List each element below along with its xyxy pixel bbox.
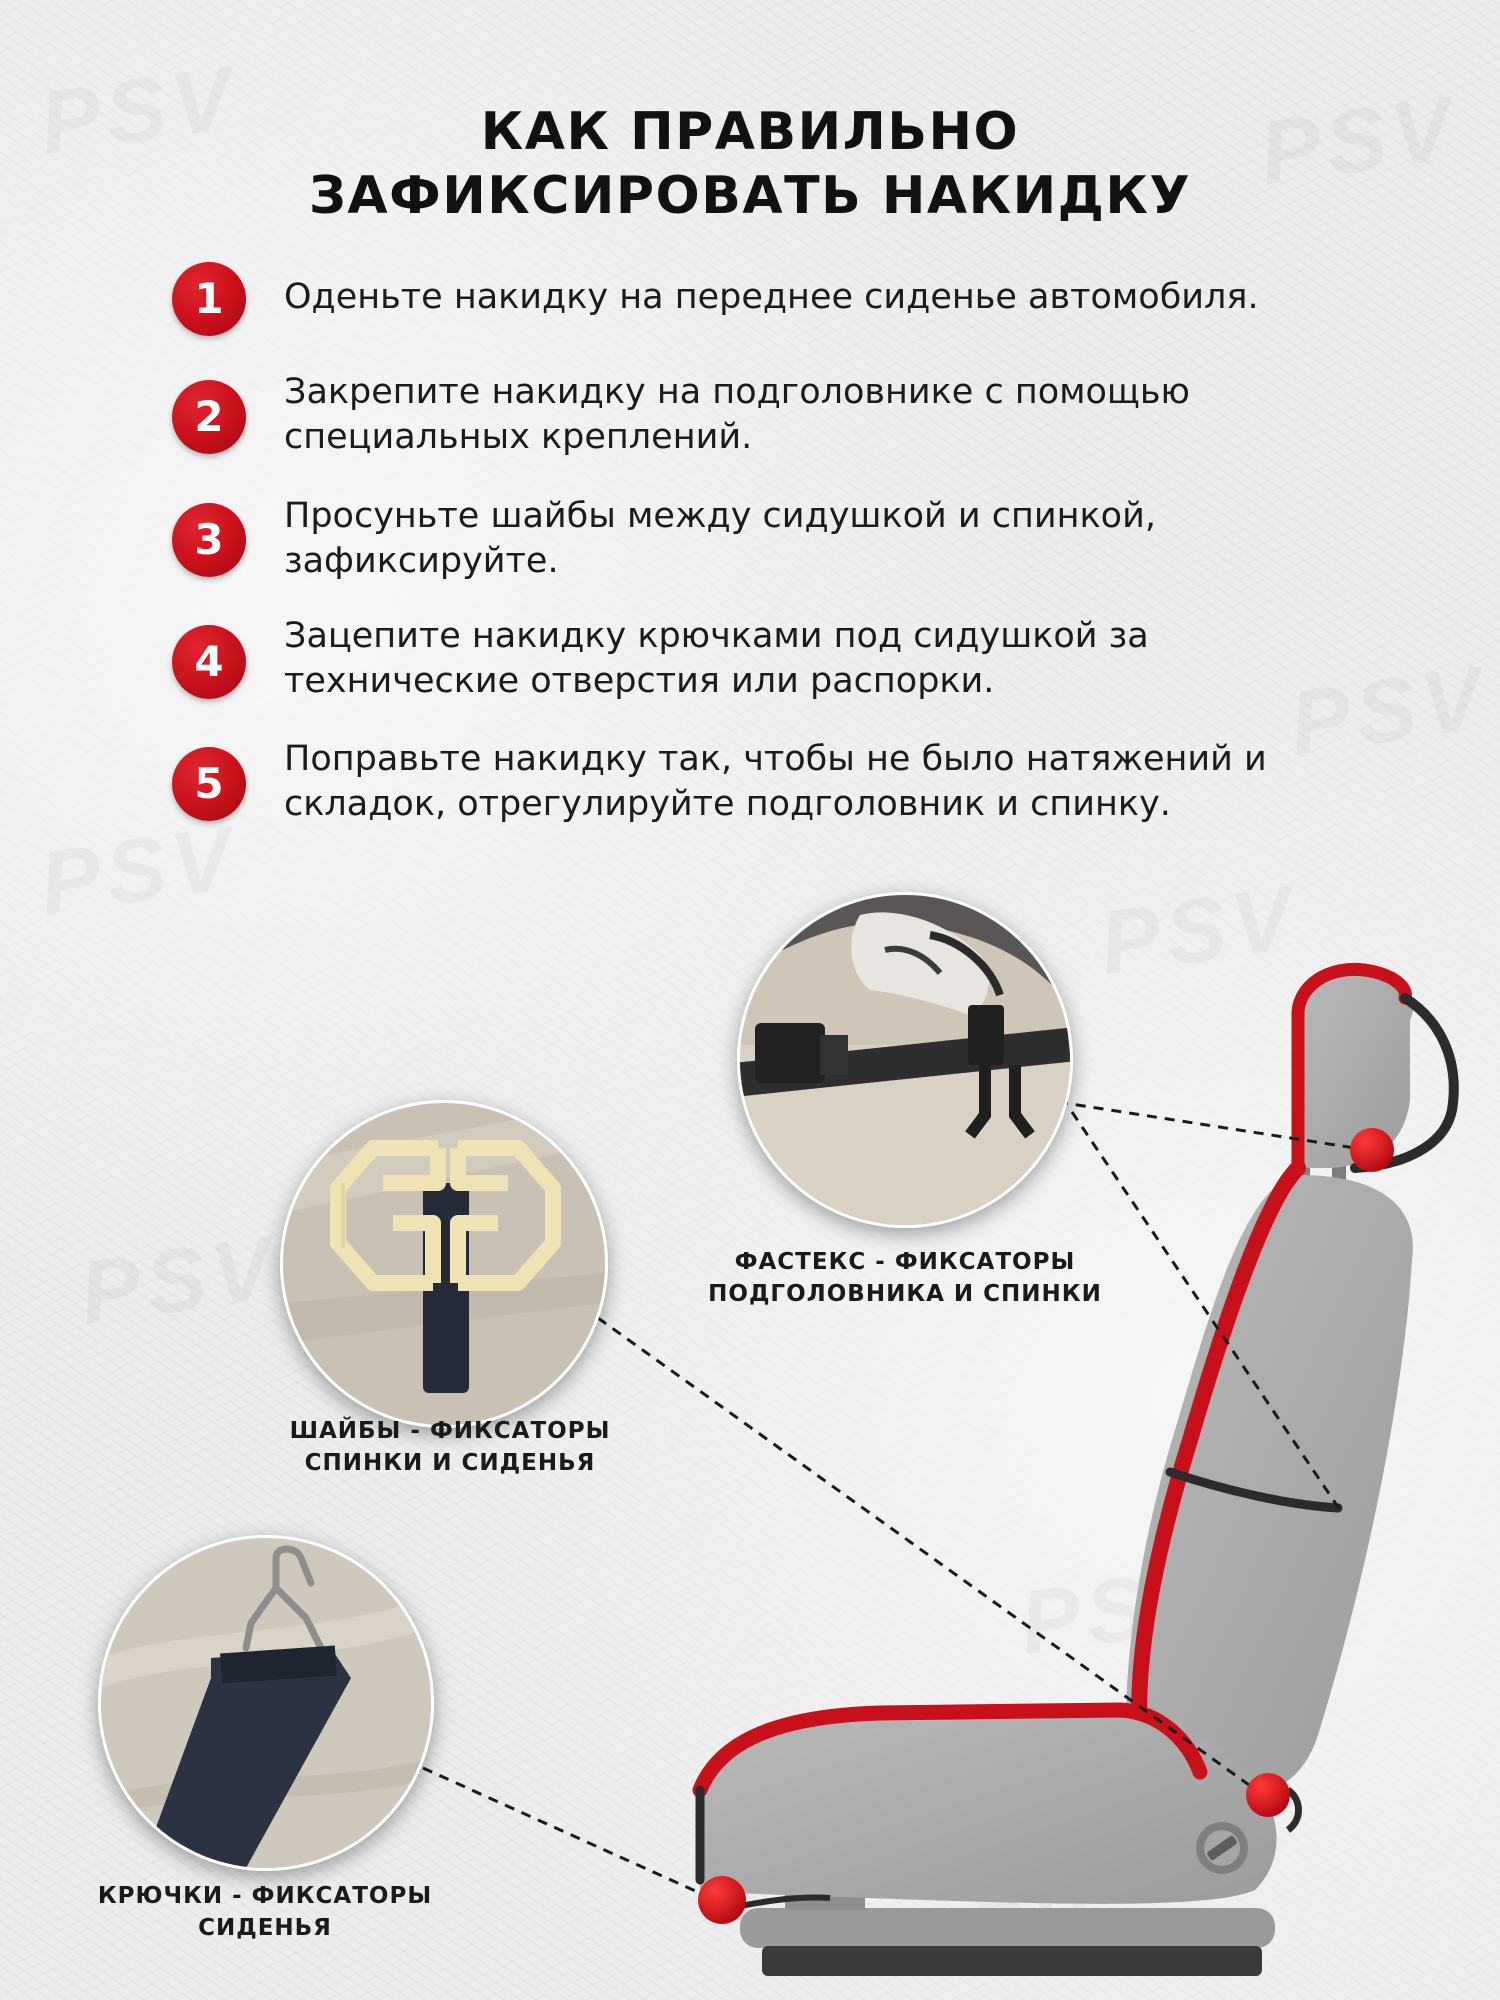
- caption-washers: [250, 1415, 650, 1479]
- caption-hooks-line-2: СИДЕНЬЯ: [198, 1915, 332, 1941]
- step-number-badge: 1: [172, 262, 246, 336]
- step-text: Просуньте шайбы между сидушкой и спинкой, зафиксируйте.: [284, 496, 1156, 581]
- caption-washers-line-2: СПИНКИ И СИДЕНЬЯ: [304, 1450, 596, 1476]
- step-number-badge: 2: [172, 380, 246, 454]
- hook-clip-image: [101, 1538, 431, 1868]
- marker-dot-backrest-joint: [1246, 1773, 1290, 1817]
- title-line-1: КАК ПРАВИЛЬНО: [480, 102, 1020, 162]
- marker-dot-seat-front: [698, 1876, 746, 1924]
- caption-fastex-line-2: ПОДГОЛОВНИКА И СПИНКИ: [708, 1281, 1102, 1307]
- step-text: Закрепите накидку на подголовнике с помощью специальных креплений.: [284, 372, 1190, 457]
- caption-hooks-line-1: КРЮЧКИ - ФИКСАТОРЫ: [97, 1883, 433, 1909]
- marker-dot-headrest: [1350, 1128, 1394, 1172]
- washers-photo: [280, 1100, 608, 1428]
- backrest: [1126, 1168, 1413, 1795]
- caption-hooks: [70, 1880, 460, 1944]
- caption-washers-line-1: ШАЙБЫ - ФИКСАТОРЫ: [289, 1418, 611, 1444]
- fastex-photo: [737, 892, 1073, 1228]
- step-text: Поправьте накидку так, чтобы не было натяжений и складок, отрегулируйте подголовник и спинку.: [284, 739, 1267, 824]
- caption-fastex: [680, 1246, 1130, 1310]
- fastex-clip-image: [740, 895, 1070, 1225]
- caption-fastex-line-1: ФАСТЕКС - ФИКСАТОРЫ: [734, 1249, 1076, 1275]
- step-text: Зацепите накидку крючками под сидушкой за технические отверстия или распорки.: [284, 616, 1149, 701]
- step-number-badge: 3: [172, 503, 246, 577]
- washer-clip-image: [283, 1103, 605, 1425]
- recline-knob: [1196, 1822, 1248, 1874]
- title-line-2: ЗАФИКСИРОВАТЬ НАКИДКУ: [308, 166, 1192, 226]
- step-number-badge: 5: [172, 747, 246, 821]
- hooks-photo: [98, 1535, 434, 1871]
- step-text: Оденьте накидку на переднее сиденье автомобиля.: [284, 277, 1259, 317]
- step-number-badge: 4: [172, 625, 246, 699]
